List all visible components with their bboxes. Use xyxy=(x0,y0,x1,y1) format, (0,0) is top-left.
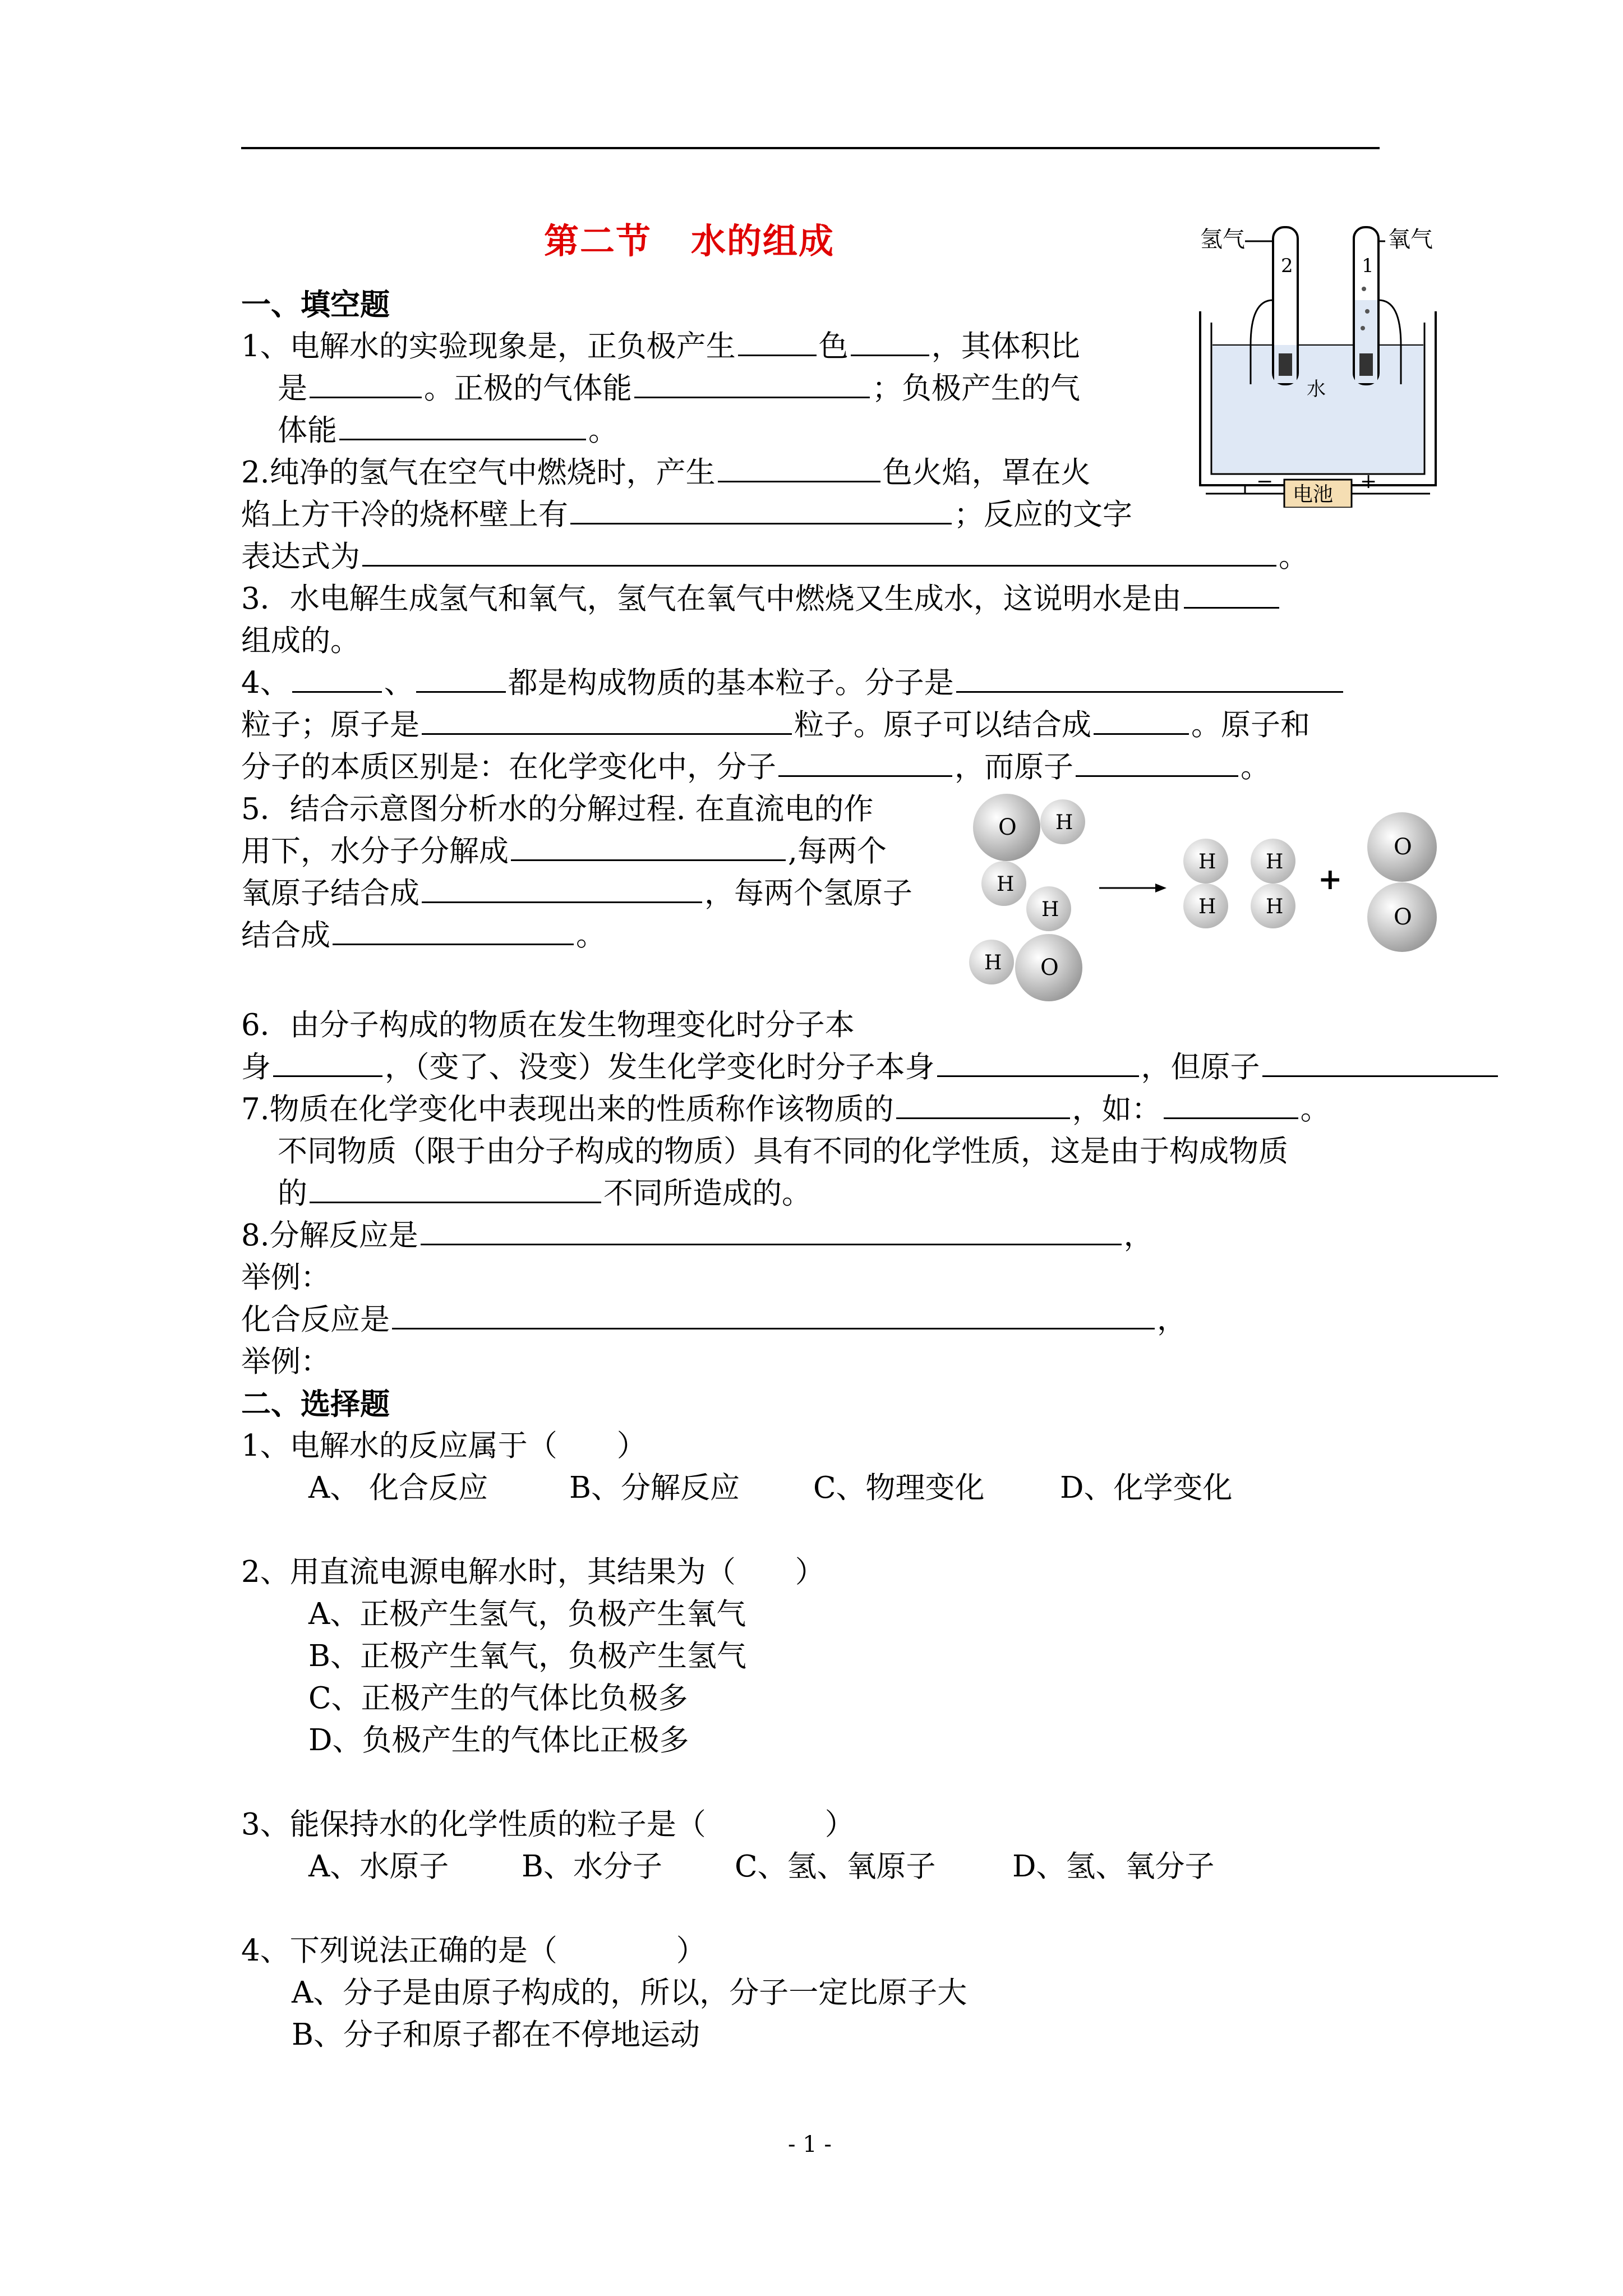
hydrogen-molecule-1 xyxy=(1183,839,1228,928)
q5-blank-hydrogen[interactable] xyxy=(333,919,574,945)
q3-line1: 3．水电解生成氢气和氧气，氢气在氧气中燃烧又生成水，这说明水是由 xyxy=(241,578,1281,620)
q1-blank-color2[interactable] xyxy=(851,330,929,356)
water-molecule-1 xyxy=(973,794,1085,906)
q4-blank-combine[interactable] xyxy=(1094,708,1189,735)
svg-text:H: H xyxy=(1198,895,1216,918)
plus-symbol: + xyxy=(1318,862,1343,896)
q1-blank-ratio[interactable] xyxy=(310,372,422,398)
mc3-option-c[interactable]: C、氢、氧原子 xyxy=(735,1849,936,1884)
header-rule xyxy=(241,147,1380,149)
q1-line2: 是 。正极的气体能 ；负极产生的气 xyxy=(278,371,1080,406)
q8-line2: 化合反应是 ， xyxy=(241,1303,1187,1337)
q1-blank-positive[interactable] xyxy=(634,372,870,398)
svg-text:O: O xyxy=(1394,834,1412,860)
mc2-option-b[interactable]: B、正极产生氧气，负极产生氢气 xyxy=(308,1639,746,1673)
mc2-option-c[interactable]: C、正极产生的气体比负极多 xyxy=(308,1681,688,1715)
mc4-option-a[interactable]: A、分子是由原子构成的，所以，分子一定比原子大 xyxy=(292,1976,967,2010)
q3-blank[interactable] xyxy=(1184,582,1279,609)
q3-line2: 组成的。 xyxy=(241,624,360,658)
electrolysis-apparatus-diagram xyxy=(1189,216,1447,508)
svg-text:O: O xyxy=(998,815,1017,840)
mc2-option-a[interactable]: A、正极产生氢气，负极产生氧气 xyxy=(308,1597,746,1631)
mc3-option-d[interactable]: D、氢、氧分子 xyxy=(1012,1849,1215,1884)
q1-blank-negative[interactable] xyxy=(339,414,586,440)
q1-line3: 体能 。 xyxy=(278,413,618,448)
water-label: 水 xyxy=(1307,378,1326,401)
q7-line1: 7.物质在化学变化中表现出来的性质称作该物质的 ，如： 。 xyxy=(241,1092,1330,1126)
tube-number-2: 2 xyxy=(1281,255,1293,277)
q7-blank-property[interactable] xyxy=(896,1093,1070,1119)
q7-line3: 的 不同所造成的。 xyxy=(278,1176,811,1211)
hydrogen-label: 氢气 xyxy=(1200,227,1245,252)
q2-line2: 焰上方干冷的烧杯壁上有 ；反应的文字 xyxy=(241,498,1132,532)
part1-heading: 一、填空题 xyxy=(241,287,390,322)
q5-line3: 氧原子结合成 ，每两个氢原子 xyxy=(241,876,912,910)
q6-blank-atom[interactable] xyxy=(1262,1051,1498,1077)
q5-line2: 用下，水分子分解成 ,每两个 xyxy=(241,834,887,868)
q4-blank-atom-change[interactable] xyxy=(1076,751,1238,777)
svg-text:H: H xyxy=(1055,811,1073,834)
q5-blank-oxygen[interactable] xyxy=(422,877,702,903)
q6-blank-chemical[interactable] xyxy=(937,1051,1139,1077)
q4-blank-molecule-change[interactable] xyxy=(778,751,952,777)
q7-line2: 不同物质（限于由分子构成的物质）具有不同的化学性质，这是由于构成物质 xyxy=(278,1134,1288,1168)
mc2-option-d[interactable]: D、负极产生的气体比正极多 xyxy=(308,1723,689,1757)
q4-line3: 分子的本质区别是：在化学变化中，分子 ，而原子 。 xyxy=(241,750,1270,784)
q1-blank-color[interactable] xyxy=(738,330,817,356)
svg-text:H: H xyxy=(1266,850,1284,873)
svg-text:O: O xyxy=(1394,904,1412,930)
svg-text:H: H xyxy=(997,873,1015,896)
q4-line2: 粒子；原子是 粒子。原子可以结合成 。原子和 xyxy=(241,708,1310,742)
battery-label: 电池 xyxy=(1293,483,1334,506)
mc1-option-c[interactable]: C、物理变化 xyxy=(813,1471,985,1505)
q8-line1: 8.分解反应是 ， xyxy=(241,1218,1154,1253)
mc1-stem: 1、电解水的反应属于（ ） xyxy=(241,1429,647,1463)
hydrogen-molecule-2 xyxy=(1251,839,1295,928)
q2-blank-beaker[interactable] xyxy=(570,498,952,524)
q7-blank-particle[interactable] xyxy=(310,1177,601,1203)
q4-blank-molecule[interactable] xyxy=(956,666,1343,693)
oxygen-molecule xyxy=(1367,812,1437,952)
q4-blank-1[interactable] xyxy=(292,666,382,693)
minus-sign: − xyxy=(1256,470,1274,493)
q2-blank-expression[interactable] xyxy=(362,540,1276,567)
q1-line1: 1、电解水的实验现象是，正负极产生 色 ，其体积比 xyxy=(241,329,1080,364)
svg-text:H: H xyxy=(984,951,1002,974)
q2-blank-flame[interactable] xyxy=(718,456,880,482)
mc1-option-b[interactable]: B、分解反应 xyxy=(569,1471,740,1505)
mc1-option-a[interactable]: A、 化合反应 xyxy=(308,1471,488,1505)
mc1-option-d[interactable]: D、化学变化 xyxy=(1060,1471,1233,1505)
svg-text:H: H xyxy=(1198,850,1216,873)
mc2-stem: 2、用直流电源电解水时，其结果为（ ） xyxy=(241,1555,825,1589)
page-number: - 1 - xyxy=(788,2132,832,2157)
q8-blank-combination[interactable] xyxy=(392,1303,1155,1329)
q6-line1: 6．由分子构成的物质在发生物理变化时分子本 xyxy=(241,1008,855,1042)
page-title xyxy=(544,213,834,263)
q5-line4: 结合成 。 xyxy=(241,918,606,953)
tube-number-1: 1 xyxy=(1362,255,1374,277)
part2-heading: 二、选择题 xyxy=(241,1387,390,1421)
svg-text:H: H xyxy=(1266,895,1284,918)
svg-text:H: H xyxy=(1041,898,1059,921)
section-number: 第二节 xyxy=(544,220,652,261)
mc4-option-b[interactable]: B、分子和原子都在不停地运动 xyxy=(292,2018,700,2052)
mc4-stem: 4、下列说法正确的是（ ） xyxy=(241,1934,706,1968)
q5-line1: 5．结合示意图分析水的分解过程. 在直流电的作 xyxy=(241,792,874,826)
mc3-stem: 3、能保持水的化学性质的粒子是（ ） xyxy=(241,1807,855,1842)
q8-blank-decomposition[interactable] xyxy=(421,1219,1122,1245)
q5-blank-decompose[interactable] xyxy=(511,835,786,861)
q7-blank-example[interactable] xyxy=(1164,1093,1298,1119)
mc3-option-a[interactable]: A、水原子 xyxy=(308,1849,449,1884)
section-name: 水的组成 xyxy=(691,220,835,261)
mc3-option-b[interactable]: B、水分子 xyxy=(522,1849,662,1884)
q4-line1: 4、 、 都是构成物质的基本粒子。分子是 xyxy=(241,662,1345,705)
water-molecule-2 xyxy=(969,886,1082,1001)
q2-line1: 2.纯净的氢气在空气中燃烧时，产生 色火焰，罩在火 xyxy=(241,455,1091,490)
plus-sign: + xyxy=(1360,470,1377,493)
svg-text:O: O xyxy=(1040,955,1059,981)
q6-line2: 身 ，（变了、没变）发生化学变化时分子本身 ，但原子 xyxy=(241,1046,1500,1089)
water-decomposition-diagram xyxy=(953,783,1458,1007)
q4-blank-2[interactable] xyxy=(416,666,506,693)
q2-line3: 表达式为 。 xyxy=(241,540,1308,574)
oxygen-label: 氧气 xyxy=(1388,227,1433,252)
q8-example1: 举例： xyxy=(241,1260,330,1295)
q4-blank-atom[interactable] xyxy=(422,708,792,735)
q8-example2: 举例： xyxy=(241,1345,330,1379)
q6-blank-physical[interactable] xyxy=(273,1051,382,1077)
